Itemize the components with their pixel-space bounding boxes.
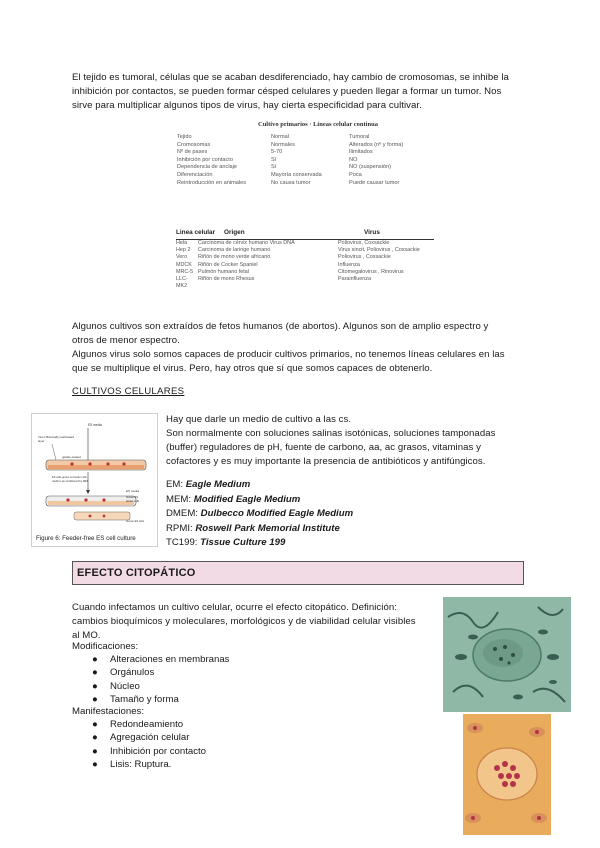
list-item-text: Inhibición por contacto: [110, 745, 206, 757]
paragraph-line: cofactores y es muy importante la presencia de antibióticos y antifúngicos.: [166, 456, 486, 467]
intro-line: El tejido es tumoral, células que se acaban desdiferenciado, hay cambio de cromosomas, se inhibe la: [72, 72, 509, 83]
table-row: [176, 240, 434, 247]
table-cell: MDCK: [176, 261, 192, 268]
list-item: [72, 745, 206, 758]
media-name: Roswell Park Memorial Institute: [195, 522, 340, 534]
list-heading: Manifestaciones:: [72, 706, 144, 717]
table-row: [176, 269, 434, 276]
media-name: Eagle Medium: [185, 479, 251, 490]
table-cell: Sí: [271, 156, 277, 163]
bullet-icon: ●: [92, 667, 98, 679]
table-cell: Tumoral: [349, 134, 370, 140]
list-item: [72, 680, 229, 693]
table-cell: Puede causar tumor: [349, 179, 400, 186]
figure-label: Inner Mitotically inactivated: [38, 435, 75, 439]
media-item: [166, 493, 353, 508]
table-cell: Riñón de mono Rhesus: [198, 276, 255, 283]
media-item: [166, 536, 353, 551]
list-heading: Modificaciones:: [72, 641, 139, 652]
cpe-micrograph-2: [463, 714, 551, 835]
table-cell: Ilimitados: [349, 149, 373, 156]
table-cell: NO (suspensión): [349, 164, 391, 171]
cpe-paragraph: [72, 601, 432, 643]
table-row: [176, 262, 434, 269]
modificaciones-list: [72, 640, 229, 706]
cell-line-table: [176, 229, 434, 290]
table-cell: Inhibición por contacto: [177, 156, 233, 163]
table-cell: Dependencia de anclaje: [177, 164, 238, 171]
list-item: [72, 731, 206, 744]
paragraph-line: (buffer) reguladores de pH, fuente de carbono, aa, ac grasos, vitaminas y: [166, 442, 481, 453]
bullet-icon: ●: [92, 693, 98, 705]
cultivos-paragraph: [166, 413, 526, 469]
list-item: [72, 666, 229, 679]
culture-media-list: [166, 478, 353, 551]
table-cell: MRC-5: [176, 268, 194, 275]
table-row: [177, 164, 469, 172]
table-row: [176, 276, 434, 290]
table-cell: Sí: [271, 164, 277, 171]
table-cell: Riñón de mono verde africano: [198, 254, 271, 261]
table-row: [176, 247, 434, 254]
table-row: [177, 172, 469, 180]
table-cell: Hep 2: [176, 247, 191, 254]
intro-line: inhibición por contactos, se pueden formar césped celulares y pueden llegar a formar un tumor. Nos: [72, 86, 502, 97]
media-name: Dulbecco Modified Eagle Medium: [200, 508, 354, 520]
table-cell: No causa tumor: [271, 179, 311, 186]
table-row: [177, 180, 469, 188]
figure-label: layer: [38, 439, 45, 443]
table-cell: Carcinoma de cérvix humano Virus DNA: [198, 240, 295, 246]
media-name: Tissue Culture 199: [200, 537, 286, 549]
table-cell: Vero: [176, 254, 188, 261]
table-cell: 5-70: [271, 149, 283, 156]
paragraph-line: otros de menor espectro.: [72, 335, 180, 346]
section-heading-cultivos: CULTIVOS CELULARES: [72, 386, 185, 397]
figure-label: ES cells grown on feeder cells: [52, 476, 87, 479]
table-row: [176, 254, 434, 261]
table-cell: Mayoría conservada: [271, 171, 322, 178]
table-cell: Riñón de Cocker Spaniel: [198, 261, 258, 268]
media-abbr: TC199:: [166, 537, 201, 549]
table-cell: Citomegalovirus , Rinovirus: [338, 268, 404, 275]
table-cell: Poca: [349, 171, 362, 178]
table-header-cell: Virus: [364, 229, 380, 236]
table-row: [177, 157, 469, 165]
media-abbr: RPMI:: [166, 522, 196, 534]
comparison-table: [177, 134, 469, 187]
manifestaciones-list: [72, 705, 206, 771]
list-item-text: Alteraciones en membranas: [110, 654, 230, 666]
bullet-icon: ●: [92, 680, 98, 692]
intro-paragraph: [72, 71, 532, 113]
feeder-layer: [48, 465, 144, 469]
figure-label: gelatin-coated: [62, 455, 81, 459]
list-item-text: Tamaño y forma: [110, 693, 179, 705]
table-cell: Tejido: [177, 134, 192, 140]
table-cell: Poliovirus , Coxsackie: [338, 254, 391, 261]
table-cell: Carcinoma de laringe humano: [198, 247, 271, 254]
middle-paragraph: [72, 320, 532, 376]
list-item-text: Lisis: Ruptura.: [110, 758, 172, 770]
table-cell: Reintroducción en animales: [177, 179, 247, 186]
bullet-icon: ●: [92, 719, 98, 731]
list-item-text: Núcleo: [110, 680, 140, 692]
media-item: [166, 478, 353, 493]
paragraph-line: Algunos cultivos son extraídos de fetos humanos (de abortos). Algunos son de amplio espectro y: [72, 321, 489, 332]
micrograph-green-image: [443, 597, 571, 712]
figure-label: ES media: [88, 423, 102, 427]
table-cell: Influenza: [338, 261, 360, 268]
table-header-cell: Origen: [224, 229, 245, 236]
micrograph-orange-image: [463, 714, 551, 835]
table-cell: Nº de pases: [177, 149, 208, 156]
table-cell: Pulmón humano fetal: [198, 268, 249, 275]
feeder-free-culture-figure: [31, 413, 158, 547]
table-cell: NO: [349, 156, 358, 163]
paragraph-line: Algunos virus solo somos capaces de producir cultivos primarios, no tenemos líneas celulares en las: [72, 349, 505, 360]
list-item: [72, 718, 206, 731]
cpe-micrograph-1: [443, 597, 571, 712]
list-item-text: Redondeamiento: [110, 719, 184, 731]
table-cell: Diferenciación: [177, 171, 213, 178]
media-abbr: EM:: [166, 479, 186, 490]
paragraph-line: Cuando infectamos un cultivo celular, ocurre el efecto citopático. Definición:: [72, 602, 397, 613]
media-abbr: DMEM:: [166, 508, 201, 520]
culture-diagram: [32, 414, 157, 546]
comparison-header-row: [177, 134, 469, 142]
table-cell: LLC-MK2: [176, 276, 188, 290]
paragraph-line: al MO.: [72, 630, 101, 641]
list-item: [72, 758, 206, 771]
media-name: Modified Eagle Medium: [193, 493, 301, 505]
comparison-table-title: Cultivo primarios · Líneas celular continua: [258, 121, 378, 128]
bullet-icon: ●: [92, 732, 98, 744]
figure-caption: Figure 6: Feeder-free ES cell culture: [36, 535, 136, 542]
table-row: [177, 142, 469, 150]
media-item: [166, 522, 353, 537]
table-cell: Normales: [271, 141, 295, 148]
figure-label: medium as conditioned by MEF: [52, 480, 89, 483]
table-cell: Parainfluenza: [338, 276, 371, 283]
figure-label: ES media: [126, 489, 140, 493]
paragraph-line: cambios bioquímicos y moleculares, morfológicos y de viabilidad celular visibles: [72, 616, 416, 627]
table-cell: Alterados (nº y forma): [349, 141, 404, 148]
bullet-icon: ●: [92, 745, 98, 757]
table-cell: Hela: [176, 240, 188, 246]
figure-label: human ES cells: [126, 520, 145, 523]
figure-label: human ES: [126, 496, 139, 499]
list-item: [72, 653, 229, 666]
table-header-cell: Linea celular: [176, 229, 216, 236]
table-row: [177, 149, 469, 157]
table-cell: Cromosomas: [177, 141, 211, 148]
media-abbr: MEM:: [166, 493, 194, 505]
bullet-icon: ●: [92, 758, 98, 770]
media-item: [166, 507, 353, 522]
banner-title: EFECTO CITOPÁTICO: [77, 567, 196, 579]
table-cell: Normal: [271, 134, 290, 140]
intro-line: sirve para multiplicar algunos tipos de virus, hay cierta especificidad para cultivar.: [72, 100, 422, 111]
cell-line-header-row: [176, 229, 434, 240]
table-cell: Virus sincit, Poliovirus , Coxsackie: [338, 247, 420, 254]
list-item-text: Agregación celular: [110, 732, 190, 744]
list-item-text: Orgánulos: [110, 667, 155, 679]
efecto-citopatico-banner: [72, 561, 524, 585]
paragraph-line: Son normalmente con soluciones salinas isotónicas, soluciones tamponadas: [166, 428, 496, 439]
paragraph-line: Hay que darle un medio de cultivo a las cs.: [166, 414, 352, 425]
paragraph-line: que se multiplique el virus. Pero, hay otros que sí que somos capaces de obtenerlo.: [72, 363, 433, 374]
figure-label: feeder cells: [126, 500, 140, 503]
bullet-icon: ●: [92, 654, 98, 666]
table-cell: Poliovirus, Coxsackie: [338, 240, 390, 246]
